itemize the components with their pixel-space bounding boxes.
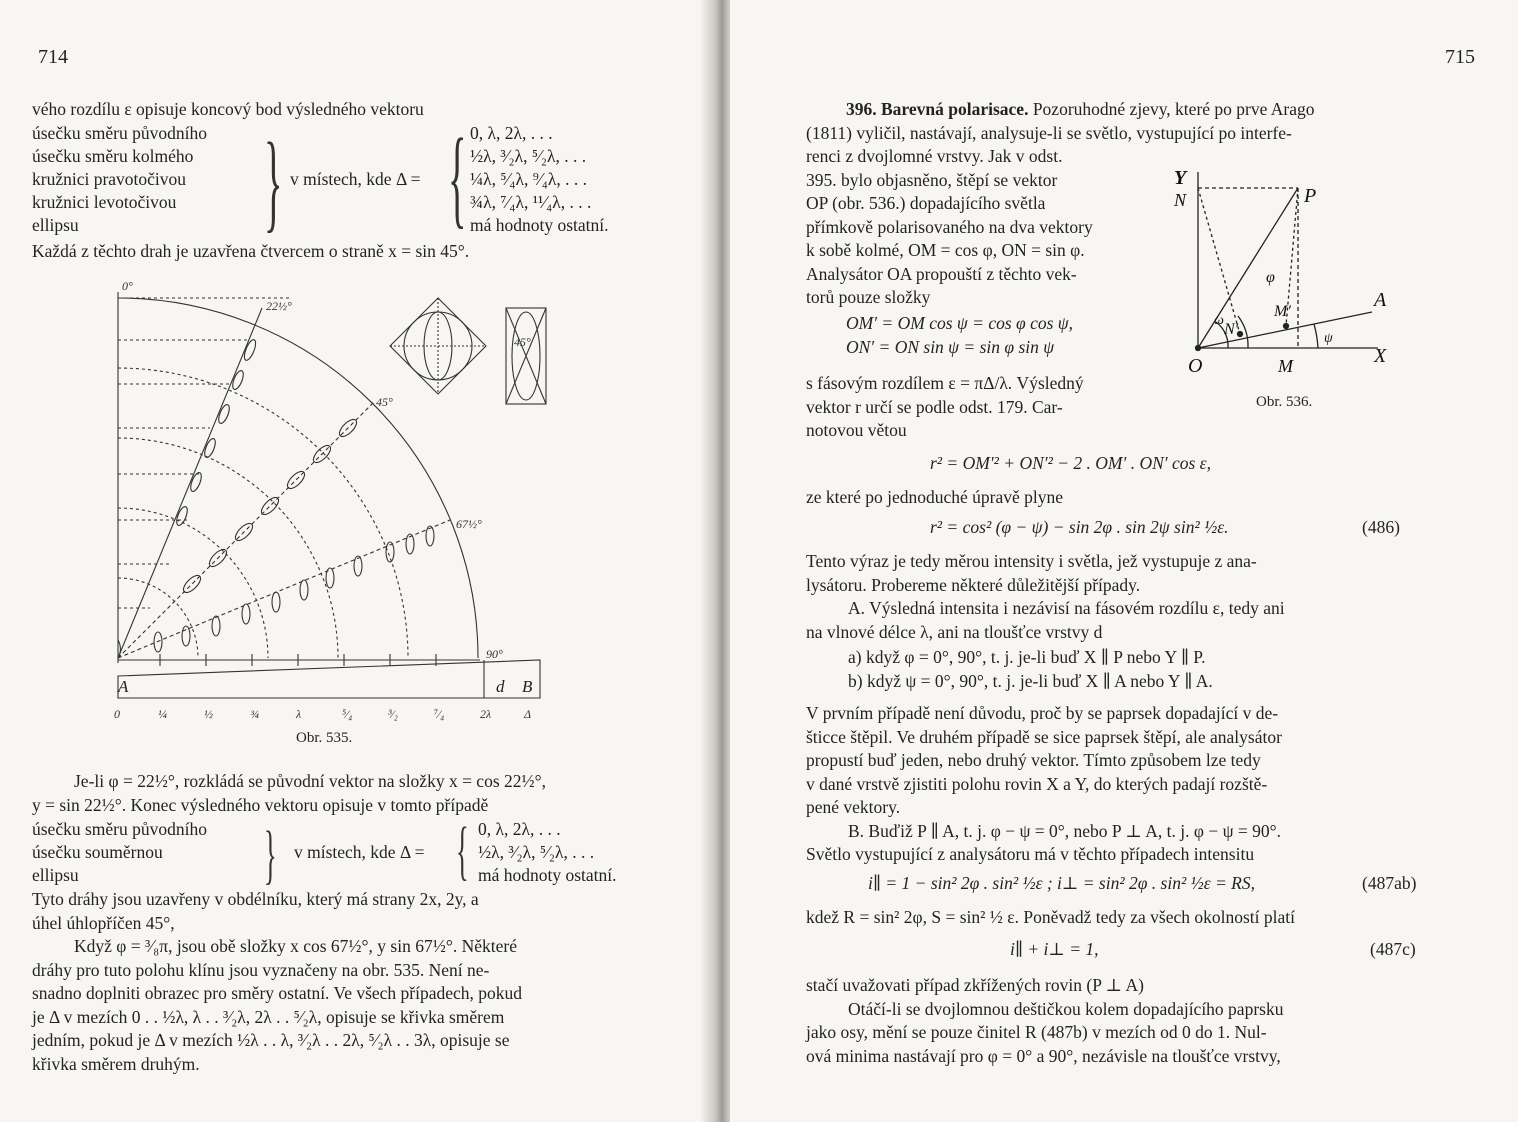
right-after-eq [806,372,1186,443]
case-b: b) když ψ = 0°, 90°, t. j. je-li buď X ∥ A nebo Y ∥ A. [848,670,1213,691]
label-X: X [1374,345,1387,367]
text-line: Analysátor OA propouští z těchto vek- [806,263,1077,284]
text-kdez: kdež R = sin² 2φ, S = sin² ½ ε. Poněvadž tedy za všech okolností platí [806,907,1296,927]
label-Np: N′ [1224,321,1239,338]
left-para-3 [32,935,682,1076]
case-value: ½λ, ³⁄₂λ, ⁵⁄₂λ, . . . [470,146,587,166]
label-45deg: 45° [376,395,393,409]
right-brace: } [264,818,277,891]
case-label: úsečku směru původního [32,819,207,839]
left-after-cases1 [32,240,682,264]
para-intensity [806,550,1481,644]
section-number: 396. [846,99,877,119]
equation-on: ON′ = ON sin ψ = sin φ sin ψ [846,336,1055,357]
figure-536 [1168,166,1400,384]
wedge [118,660,540,698]
label-N: N [1174,190,1187,210]
left-brace: { [456,814,469,887]
text-line [806,98,1481,122]
label-A-536: A [1374,289,1387,311]
para-first-case [806,702,1481,867]
equation-487ab-number: (487ab) [1362,873,1417,893]
case-value: ½λ, ³⁄₂λ, ⁵⁄₂λ, . . . [478,842,595,862]
axis-tick-label: Δ [524,707,532,721]
case-a: a) když φ = 0°, 90°, t. j. je-li buď X ∥ P nebo Y ∥ P. [848,647,1206,667]
label-P: P [1304,185,1317,207]
text-line: jako osy, mění se pouze činitel R (487b) v mezích od 0 do 1. Nul- [806,1022,1267,1042]
axis-tick-label: ⁷⁄₄ [434,707,445,721]
text-line: B. Buďiž P ∥ A, t. j. φ − ψ = 0°, nebo P ⊥ A, t. j. φ − ψ = 90°. [848,820,1282,841]
para-crossed [806,974,1481,1068]
case-label: kružnici pravotočivou [32,169,187,189]
text-line: stačí uvažovati případ zkřížených rovin (P ⊥ A) [806,975,1144,995]
text-line: šticce štěpil. Ve druhém případě se sice paprsek štěpí, ale analysátor [806,726,1282,747]
figure-caption-536: Obr. 536. [1256,394,1313,410]
case-where: v místech, kde Δ = [290,169,421,189]
text-line: lysátoru. Probereme některé důležitější případy. [806,574,1141,595]
axis-tick-label: ⁵⁄₄ [342,707,353,721]
text-line: Když φ = ³⁄₈π, jsou obě složky x cos 67½°, y sin 67½°. Některé [74,936,517,956]
case-label: úsečku směru kolmého [32,146,194,166]
axis-tick-label: ¾ [250,707,259,721]
axis-tick-label: 2λ [480,707,492,721]
case-label: kružnici levotočivou [32,192,177,212]
text-line: Každá z těchto drah je uzavřena čtvercem o straně x = sin 45°. [32,241,470,261]
case-values [478,818,617,887]
case-where: v místech, kde Δ = [294,842,425,862]
case-value: 0, λ, 2λ, . . . [470,123,553,143]
left-intro [32,98,682,122]
text-line: snadno doplniti obrazec pro směry ostatní. Ve všech případech, pokud [32,983,523,1003]
text-line: Tyto dráhy jsou uzavřeny v obdélníku, který má strany 2x, 2y, a [32,889,479,909]
left-brace: { [448,116,467,238]
axis-tick-label: ¼ [158,707,167,721]
figure-caption-535: Obr. 535. [296,730,353,746]
axis-tick-label: ½ [204,707,213,721]
text-line: vého rozdílu ε opisuje koncový bod výsledného vektoru [32,99,424,119]
axis-tick-label: ³⁄₂ [388,707,398,721]
case-label: úsečku souměrnou [32,842,163,862]
text-line: k sobě kolmé, OM = cos φ, ON = sin φ. [806,240,1085,260]
left-page [0,0,712,1122]
axis-tick-label: 0 [114,707,120,721]
text-line: je Δ v mezích 0 . . ½λ, λ . . ³⁄₂λ, 2λ . . ⁵⁄₂λ, opisuje se křivka směrem [32,1006,505,1027]
rectangle-inset [506,308,546,404]
case-values [470,122,609,237]
cases-ab [848,646,1448,693]
label-67deg: 67½° [456,517,482,531]
label-Y: Y [1174,167,1187,189]
label-phi: φ [1266,269,1275,286]
case-label: ellipsu [32,215,79,235]
equation-486: r² = cos² (φ − ψ) − sin 2φ . sin 2ψ sin² ½ε. [930,517,1229,537]
label-M: M [1278,356,1293,376]
equation-r2: r² = OM′² + ON′² − 2 . OM′ . ON′ cos ε, [930,453,1211,473]
text-line: 395. bylo objasněno, štěpí se vektor [806,169,1058,190]
text-line: OP (obr. 536.) dopadajícího světla [806,193,1046,213]
text-line: torů pouze složky [806,287,931,307]
text-line: A. Výsledná intensita i nezávisí na fásovém rozdílu ε, tedy ani [848,598,1285,618]
text-line: dráhy pro tuto polohu klínu jsou vyznačeny na obr. 535. Není ne- [32,959,490,980]
text-line: y = sin 22½°. Konec výsledného vektoru opisuje v tomto případě [32,794,489,815]
case-label: ellipsu [32,865,79,885]
text-simplify: ze které po jednoduché úpravě plyne [806,487,1064,507]
label-A: A [118,677,129,696]
axis-tick-label: λ [296,707,302,721]
label-O: O [1188,355,1203,377]
left-para-2 [32,888,682,935]
text-line: v dané vrstvě zjistiti polohu rovin X a Y, do kterých padají rozště- [806,773,1268,794]
text-line: notovou větou [806,420,907,440]
label-22deg: 22½° [266,299,292,313]
label-Mp: M′ [1274,303,1291,320]
square-inset [390,298,486,394]
text-line: Pozoruhodné zjevy, které po prve Arago [1032,99,1315,119]
text-line: Tento výraz je tedy měrou intensity i světla, jež vystupuje z ana- [806,551,1257,571]
text-line: Otáčí-li se dvojlomnou deštičkou kolem dopadajícího paprsku [848,998,1284,1019]
text-line: renci z dvojlomné vrstvy. Jak v odst. [806,146,1063,166]
left-para-1 [32,770,682,817]
text-line: V prvním případě není důvodu, proč by se paprsek dopadající v de- [806,703,1279,723]
figure-535 [100,278,570,738]
case-value: má hodnoty ostatní. [470,215,609,235]
text-line: přímkově polarisovaného na dva vektory [806,216,1093,237]
case-value: ¼λ, ⁵⁄₄λ, ⁹⁄₄λ, . . . [470,169,587,189]
right-brace: } [264,120,283,242]
case-value: ¾λ, ⁷⁄₄λ, ¹¹⁄₄λ, . . . [470,192,592,212]
text-line: s fásovým rozdílem ε = πΔ/λ. Výsledný [806,373,1084,393]
case-labels [32,122,272,237]
text-line: úhel úhlopříčen 45°, [32,912,175,933]
equation-487ab: i∥ = 1 − sin² 2φ . sin² ½ε ; i⊥ = sin² 2φ . sin² ½ε = RS, [868,873,1255,893]
equation-om: OM′ = OM cos ψ = cos φ cos ψ, [846,313,1074,333]
case-label: úsečku směru původního [32,123,207,143]
text-line: ová minima nastávají pro φ = 0° a 90°, nezávisle na tloušťce vrstvy, [806,1045,1281,1066]
text-line: vektor r určí se podle odst. 179. Car- [806,396,1063,417]
label-B: B [522,677,533,696]
equation-487c-number: (487c) [1370,939,1416,959]
section-title: Barevná polarisace. [881,99,1029,119]
case-value: 0, λ, 2λ, . . . [478,819,561,839]
label-omega: ω [1214,313,1224,328]
text-line: křivka směrem druhým. [32,1053,200,1074]
label-0deg: 0° [122,279,133,293]
case-value: má hodnoty ostatní. [478,865,617,885]
text-line: na vlnové délce λ, ani na tloušťce vrstvy d [806,621,1103,642]
text-line: pené vektory. [806,797,901,817]
label-90deg: 90° [486,647,503,661]
equations-om-on [846,312,1166,359]
page-number-right: 715 [1445,46,1475,68]
label-d: d [496,677,505,696]
text-line: Světlo vystupující z analysátoru má v těchto případech intensitu [806,844,1255,864]
text-line: propustí buď jeden, nebo druhý vektor. Tímto způsobem lze tedy [806,750,1261,770]
case-list-2 [32,814,682,891]
label-45-box: 45° [514,335,531,349]
equation-487c: i∥ + i⊥ = 1, [1010,939,1099,959]
text-line: jedním, pokud je Δ v mezích ½λ . . λ, ³⁄₂λ . . 2λ, ⁵⁄₂λ . . 3λ, opisuje se [32,1030,510,1050]
label-psi: ψ [1324,331,1333,346]
page-number-left: 714 [38,46,68,68]
text-line: Je-li φ = 22½°, rozkládá se původní vektor na složky x = cos 22½°, [74,771,547,791]
text-line: (1811) vyličil, nastávají, analysuje-li se světlo, vystupující po interfe- [806,122,1292,143]
equation-486-number: (486) [1362,517,1400,537]
case-list-1 [32,116,682,242]
case-labels [32,818,272,887]
vector-OP [1198,188,1298,348]
